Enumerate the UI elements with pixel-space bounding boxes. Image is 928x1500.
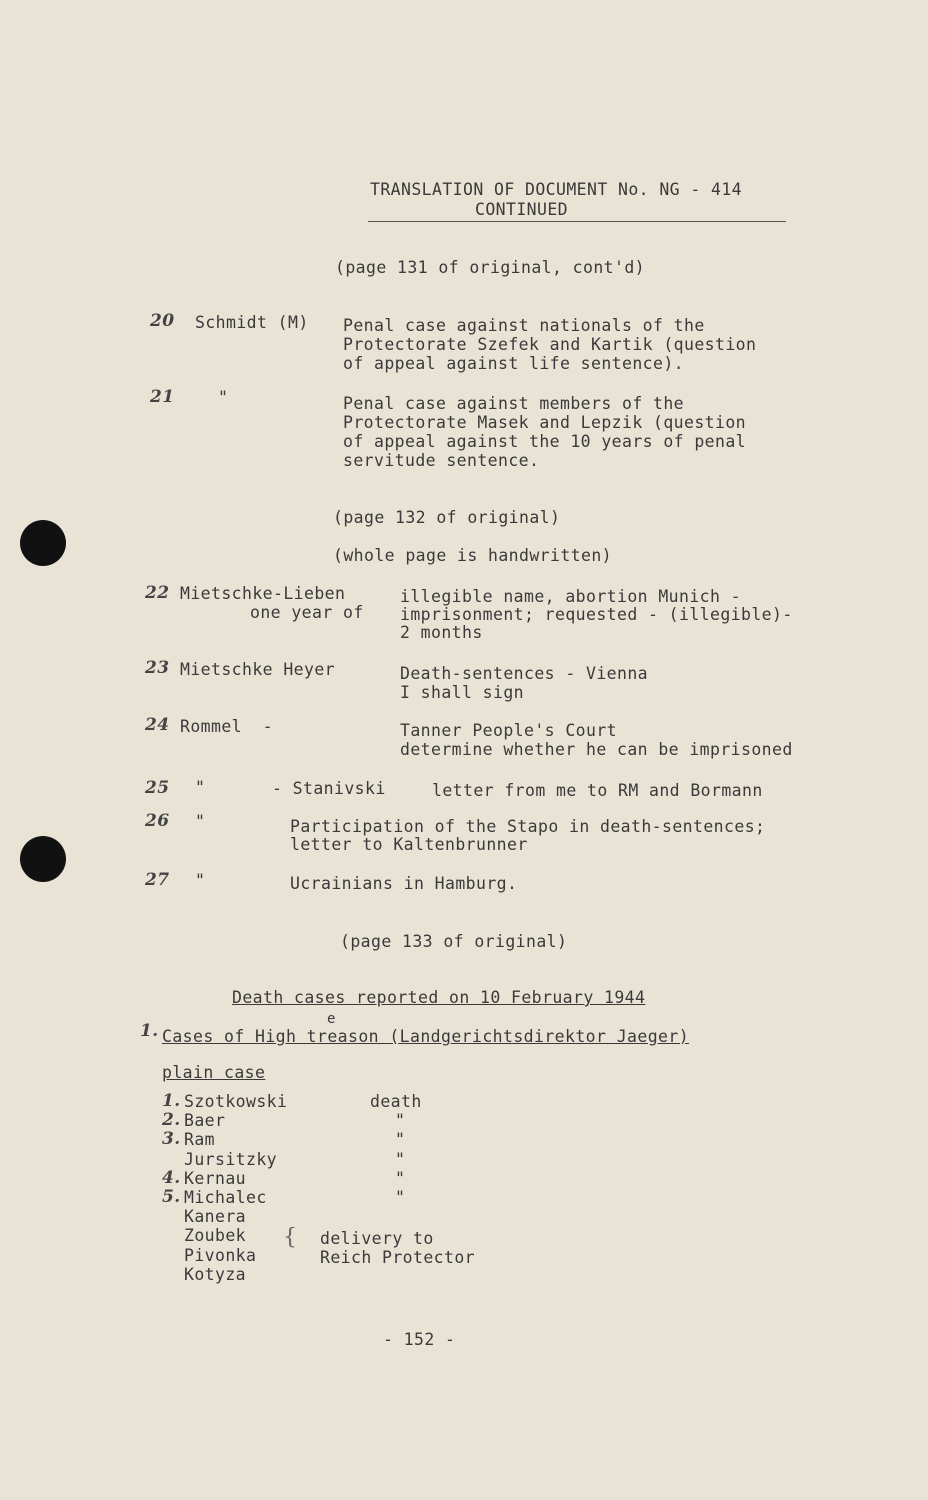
entry-line: letter from me to RM and Bormann — [432, 781, 763, 800]
header-rule — [368, 221, 786, 222]
person-result: " — [395, 1168, 406, 1188]
entry-number: 22 — [145, 583, 170, 603]
entry-line: Penal case against members of the — [343, 394, 685, 413]
entry-line: Participation of the Stapo in death-sentences; — [290, 817, 766, 836]
entry-name: " — [195, 812, 206, 831]
page-note-132: (page 132 of original) — [333, 508, 561, 527]
entry-name: Rommel - — [180, 717, 274, 736]
person-name: Baer — [184, 1111, 226, 1131]
entry-line: of appeal against life sentence). — [343, 354, 685, 373]
person-number: 4. — [162, 1167, 181, 1188]
entry-line: I shall sign — [400, 683, 525, 702]
header-title: TRANSLATION OF DOCUMENT No. NG - 414 — [370, 180, 743, 199]
entry-number: 21 — [150, 387, 175, 407]
header-continued: CONTINUED — [475, 200, 569, 219]
person-result: " — [395, 1149, 406, 1169]
person-name: Pivonka — [184, 1245, 257, 1265]
entry-name: " — [195, 871, 206, 890]
death-cases-title: Death cases reported on 10 February 1944 — [232, 988, 646, 1007]
entry-name: " — [195, 778, 206, 797]
page-note-handwritten: (whole page is handwritten) — [333, 546, 613, 565]
person-name: Kotyza — [184, 1264, 247, 1284]
entry-line: determine whether he can be imprisoned — [400, 740, 793, 759]
person-name: Kernau — [184, 1168, 247, 1188]
entry-number: 25 — [145, 778, 170, 798]
entry-line: Penal case against nationals of the — [343, 316, 705, 335]
person-name: Zoubek — [184, 1226, 247, 1246]
person-result: " — [395, 1111, 406, 1131]
person-name: Szotkowski — [184, 1092, 288, 1111]
entry-line: 2 months — [400, 623, 483, 642]
entry-line: Ucrainians in Hamburg. — [290, 874, 518, 893]
entry-number: 20 — [150, 311, 175, 331]
person-result: " — [395, 1130, 406, 1150]
entry-name: Mietschke Heyer — [180, 660, 336, 679]
entry-name: Schmidt (M) — [195, 313, 309, 332]
entry-number: 26 — [145, 811, 170, 831]
brace: { — [283, 1225, 297, 1250]
plain-case-label: plain case — [162, 1063, 266, 1082]
entry-number: 24 — [145, 715, 170, 735]
superscript-e: e — [327, 1011, 336, 1027]
entry-line: letter to Kaltenbrunner — [290, 835, 528, 854]
delivery-line: delivery to — [320, 1229, 434, 1248]
entry-number: 27 — [145, 870, 170, 890]
person-number: 1. — [162, 1091, 181, 1111]
entry-line: illegible name, abortion Munich - — [400, 587, 742, 606]
entry-line: imprisonment; requested - (illegible)- — [400, 605, 793, 624]
entry-line: Tanner People's Court — [400, 721, 618, 740]
person-name: Kanera — [184, 1207, 247, 1227]
entry-line: Protectorate Szefek and Kartik (question — [343, 335, 757, 354]
person-result: death — [370, 1092, 422, 1111]
person-number: 5. — [162, 1187, 181, 1207]
entry-line: of appeal against the 10 years of penal — [343, 432, 747, 451]
punch-hole-top — [20, 520, 66, 566]
entry-subject: - Stanivski — [272, 779, 386, 798]
person-name: Michalec — [184, 1188, 267, 1207]
person-result: " — [395, 1188, 406, 1207]
person-name: Ram — [184, 1130, 216, 1150]
punch-hole-bottom — [20, 836, 66, 882]
person-name: Jursitzky — [184, 1149, 278, 1169]
delivery-line: Reich Protector — [320, 1248, 476, 1267]
page-note-131: (page 131 of original, cont'd) — [335, 258, 646, 277]
entry-line: Protectorate Masek and Lepzik (question — [343, 413, 747, 432]
page-note-133: (page 133 of original) — [340, 932, 568, 951]
page-number: - 152 - — [383, 1330, 456, 1349]
cases-number: 1. — [140, 1021, 159, 1041]
person-number: 2. — [162, 1110, 181, 1131]
entry-line: servitude sentence. — [343, 451, 540, 470]
entry-name-cont: one year of — [250, 603, 364, 622]
person-number: 3. — [162, 1129, 181, 1150]
entry-number: 23 — [145, 658, 170, 678]
cases-heading: Cases of High treason (Landgerichtsdirektor Jaeger) — [162, 1027, 690, 1046]
entry-line: Death-sentences - Vienna — [400, 664, 649, 683]
entry-name: Mietschke-Lieben — [180, 584, 346, 603]
entry-name: " — [218, 388, 229, 407]
